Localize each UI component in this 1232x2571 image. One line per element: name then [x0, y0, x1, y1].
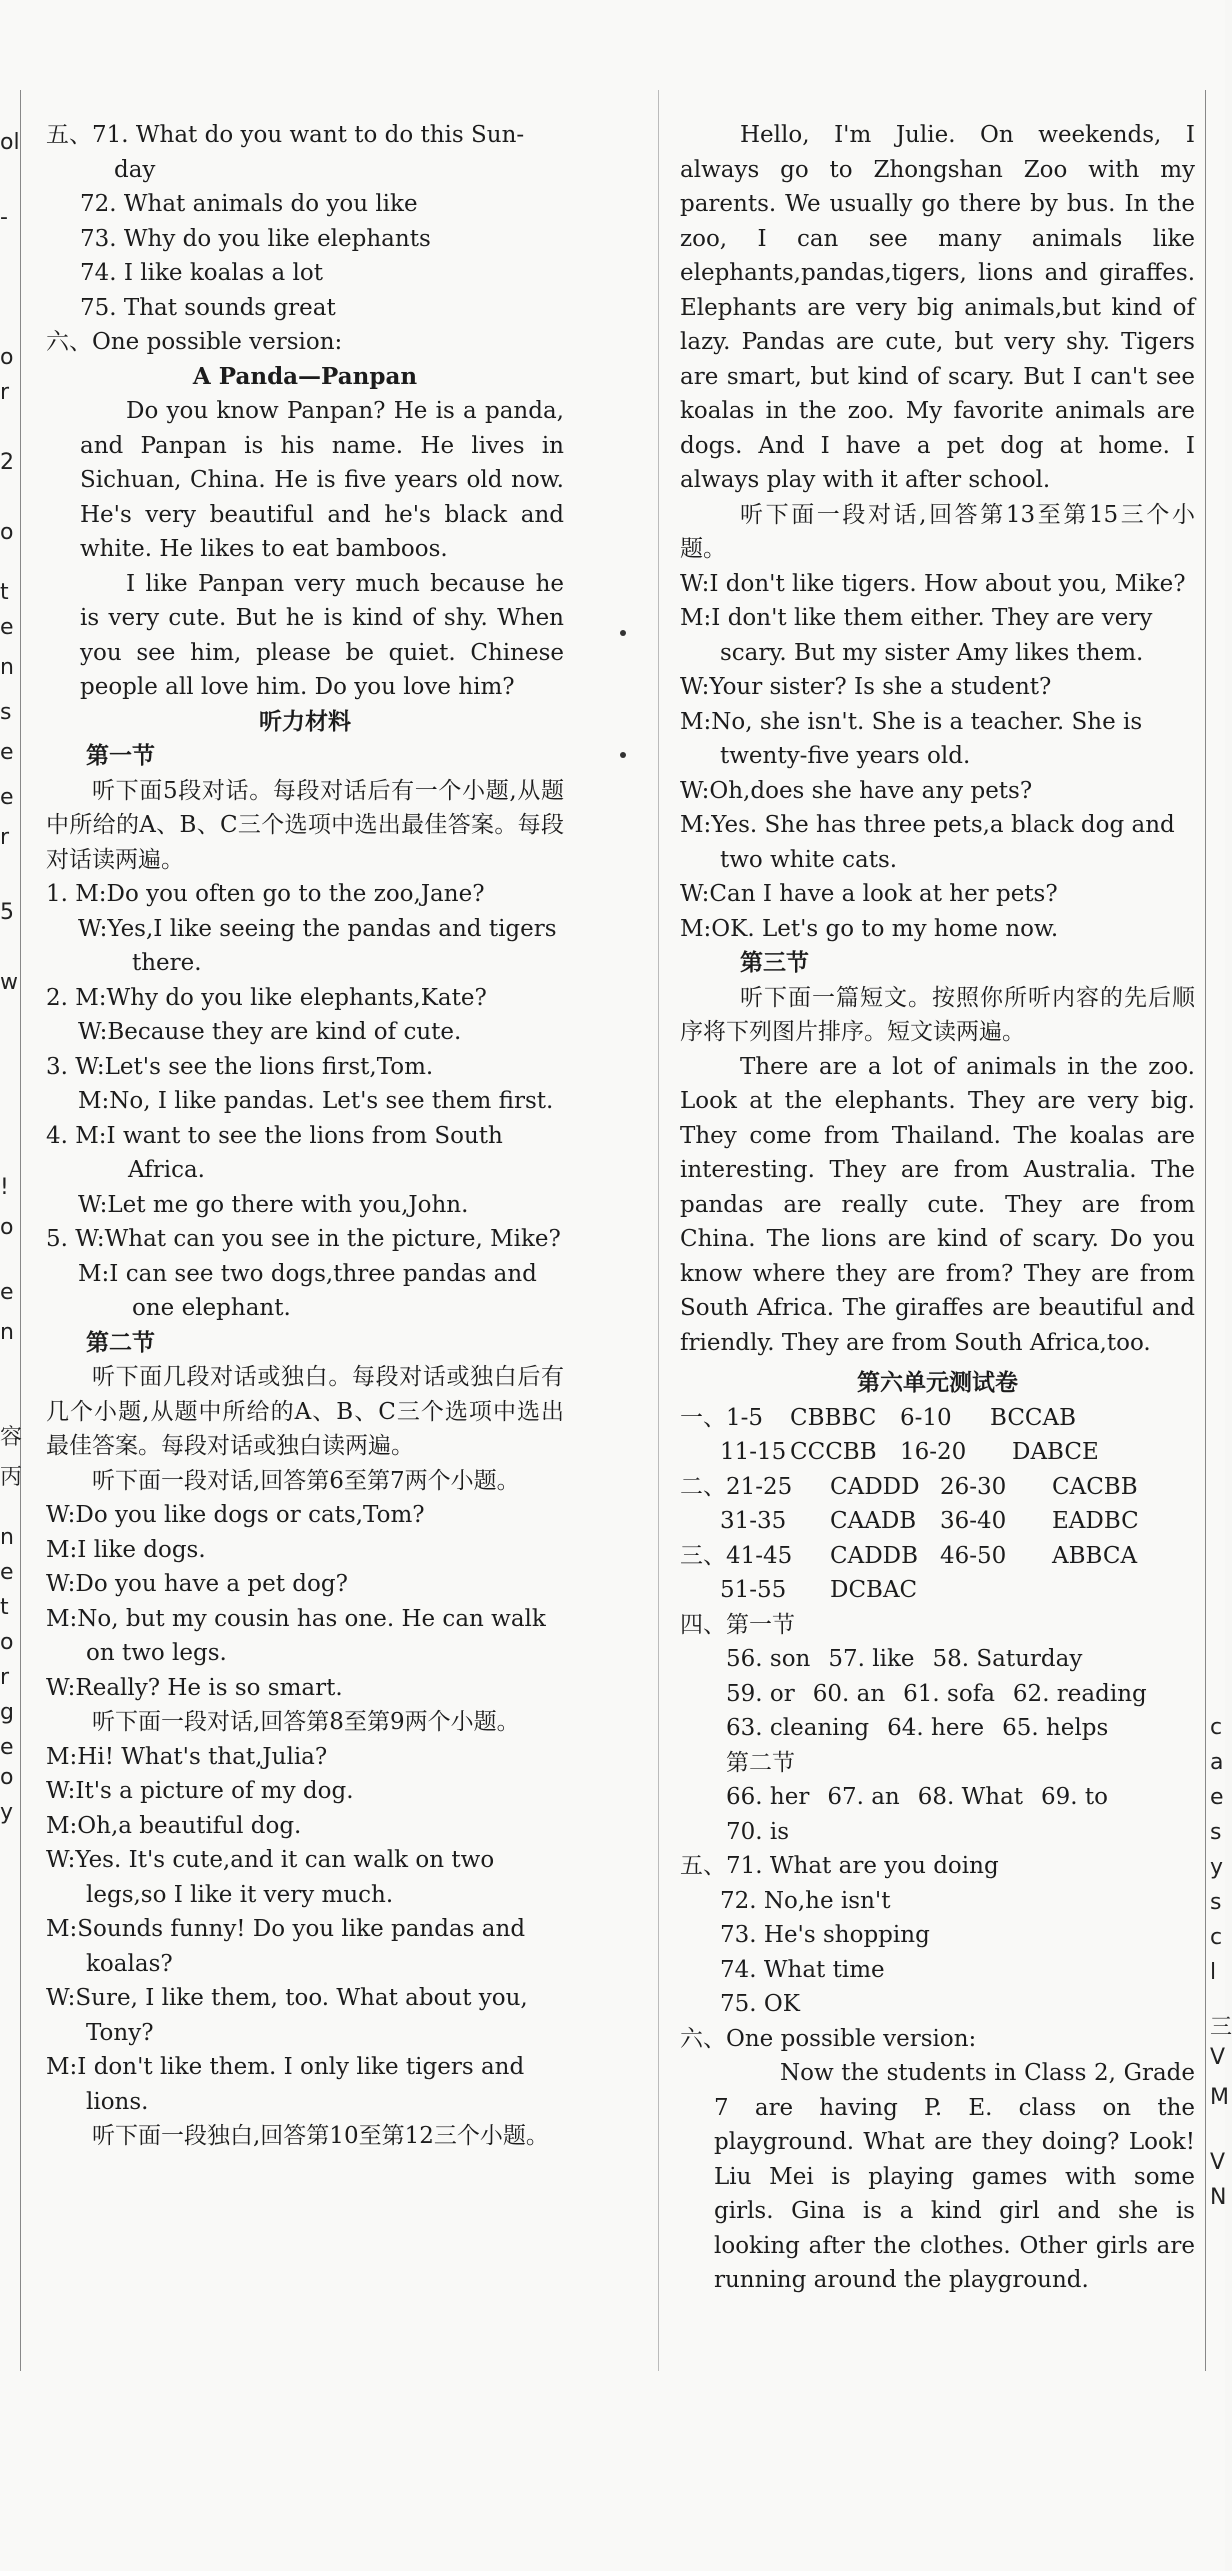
essay-paragraph: Now the students in Class 2, Grade 7 are having P. E. class on the playground. What are they doing? Look! Liu Mei is playing games with some girls. Gina is a kind girl and she is looking after the clothes. Other girls are running around the playground.	[714, 2060, 1195, 2293]
q6-label: 六、One possible version:	[46, 329, 343, 355]
question-intro: 听下面一段对话,回答第6至第7两个小题。	[92, 1467, 520, 1494]
q5-line: 73. Why do you like elephants	[80, 225, 431, 252]
edge-fragment: 2	[0, 450, 14, 475]
dialog-line: M:Oh,a beautiful dog.	[46, 1812, 302, 1839]
edge-fragment: s	[1210, 1890, 1222, 1915]
edge-fragment: e	[0, 785, 14, 810]
dialog-line: W:Oh,does she have any pets?	[680, 777, 1033, 804]
dialog-line: 2. M:Why do you like elephants,Kate?	[46, 984, 487, 1011]
monologue-text: Hello, I'm Julie. On weekends, I always go to Zhongshan Zoo with my parents. We usually go there by bus. In the zoo, I can see many animals like elephants,pandas,tigers, lions and giraffes. Elephants are very big animals,but kind of lazy. Pandas are cute, but very shy. Tigers are smart, but kind of scary. But I can't see koalas in the zoo. My favorite animals are dogs. And I have a pet dog at home. I always play with it after school.	[680, 122, 1195, 493]
section-intro: 听下面5段对话。每段对话后有一个小题,从题中所给的A、B、C三个选项中选出最佳答案。每段对话读两遍。	[46, 777, 564, 873]
edge-fragment: s	[1210, 1820, 1222, 1845]
dialog-line: M:Yes. She has three pets,a black dog and two white cats.	[680, 812, 1175, 873]
fill-row: 66. her 67. an 68. What 69. to	[726, 1784, 1109, 1810]
section-title: 第三节	[740, 949, 809, 976]
edge-fragment: e	[0, 1560, 14, 1585]
edge-fragment: g	[0, 1700, 14, 1725]
edge-fragment: !	[0, 1175, 9, 1200]
dialog-line: 1. M:Do you often go to the zoo,Jane?	[46, 881, 485, 907]
q5-line: 五、71. What do you want to do this Sun-	[46, 122, 525, 148]
edge-fragment: -	[0, 205, 8, 230]
answer-row: 一、1-5 CBBBC 6-10 BCCAB	[680, 1404, 1077, 1431]
fill-row: 59. or 60. an 61. sofa 62. reading	[726, 1680, 1147, 1707]
essay	[680, 2056, 1195, 2298]
edge-fragment: o	[0, 520, 14, 545]
dialog-line: 3. W:Let's see the lions first,Tom.	[46, 1053, 434, 1080]
right-column	[680, 118, 1195, 2298]
unit-title: 第六单元测试卷	[857, 1369, 1018, 1396]
column-divider	[658, 90, 659, 2371]
q5-line: 75. That sounds great	[80, 294, 336, 321]
edge-fragment: r	[0, 1665, 10, 1690]
edge-fragment: e	[0, 740, 14, 765]
edge-fragment: c	[1210, 1715, 1223, 1740]
dialog-line: W:Your sister? Is she a student?	[680, 674, 1052, 700]
edge-fragment: r	[0, 380, 10, 405]
edge-fragment: N	[1210, 2185, 1227, 2210]
edge-fragment: c	[1210, 1925, 1223, 1950]
essay-paragraph: Do you know Panpan? He is a panda, and Panpan is his name. He lives in Sichuan, China. He is five years old now. He's very beautiful and he's black and white. He likes to eat bamboos.	[80, 398, 564, 562]
answer-row: 二、21-25 CADDD 26-30 CACBB	[680, 1473, 1138, 1500]
edge-fragment: y	[1210, 1855, 1224, 1880]
edge-fragment: o	[0, 1765, 14, 1790]
q6-label: 六、One possible version:	[680, 2025, 977, 2052]
dialog-line: W:Do you have a pet dog?	[46, 1571, 348, 1597]
question-intro: 听下面一段对话,回答第13至第15三个小题。	[680, 501, 1195, 562]
dialog-line: W:Yes. It's cute,and it can walk on two legs,so I like it very much.	[46, 1847, 495, 1908]
q5-line: 72. No,he isn't	[720, 1887, 891, 1914]
dialog-line: W:Let me go there with you,John.	[78, 1191, 469, 1218]
edge-fragment: 丙	[0, 1465, 23, 1490]
dialog-line: 5. W:What can you see in the picture, Mike?	[46, 1226, 561, 1252]
answer-row: 三、41-45 CADDB 46-50 ABBCA	[680, 1542, 1138, 1569]
question-intro: 听下面一段对话,回答第8至第9两个小题。	[92, 1709, 520, 1735]
fill-row: 56. son 57. like 58. Saturday	[726, 1646, 1083, 1672]
dialog-line: M:I can see two dogs,three pandas and one elephant.	[78, 1260, 537, 1321]
essay-paragraph: I like Panpan very much because he is very cute. But he is kind of shy. When you see him, please be quiet. Chinese people all love him. Do you love him?	[80, 570, 564, 700]
scan-dot	[620, 630, 626, 636]
edge-fragment: n	[0, 1320, 14, 1345]
answer-row: 51-55 DCBAC	[720, 1577, 918, 1603]
scan-dot	[620, 752, 626, 758]
section-intro: 听下面几段对话或独白。每段对话或独白后有几个小题,从题中所给的A、B、C三个选项中选出最佳答案。每段对话或独白读两遍。	[46, 1364, 564, 1459]
passage-text: There are a lot of animals in the zoo. Look at the elephants. They are very big. They come from Thailand. The koalas are interesting. They are from Australia. The pandas are really cute. They are from China. The lions are kind of scary. Do you know where they are from? They are from South Africa. The giraffes are beautiful and friendly. They are from South Africa,too.	[680, 1053, 1195, 1356]
dialog-line: W:Because they are kind of cute.	[78, 1019, 462, 1045]
dialog-line: W:Really? He is so smart.	[46, 1674, 343, 1701]
part4-section2: 第二节	[726, 1749, 795, 1776]
essay-title: A Panda—Panpan	[192, 362, 418, 390]
edge-fragment: e	[1210, 1785, 1224, 1810]
listening-title: 听力材料	[259, 707, 351, 735]
section-intro: 听下面一篇短文。按照你所听内容的先后顺序将下列图片排序。短文读两遍。	[680, 984, 1195, 1045]
edge-fragment: 三	[1210, 2015, 1232, 2040]
q5-line: day	[114, 156, 156, 183]
edge-fragment: e	[0, 615, 14, 640]
left-column	[46, 118, 564, 2154]
dialog-line: M:No, but my cousin has one. He can walk on two legs.	[46, 1605, 546, 1666]
edge-fragment: t	[0, 580, 9, 605]
section-title: 第二节	[86, 1328, 155, 1356]
question-intro: 听下面一段独白,回答第10至第12三个小题。	[92, 2123, 549, 2149]
edge-fragment: s	[0, 700, 12, 725]
dialog-line: 4. M:I want to see the lions from South Africa.	[46, 1122, 503, 1183]
dialog-line: W:Can I have a look at her pets?	[680, 881, 1058, 907]
edge-fragment: l	[1210, 1960, 1217, 1985]
edge-fragment: y	[0, 1800, 14, 1825]
answer-key	[680, 1401, 1195, 1608]
left-margin-line	[20, 90, 21, 2371]
answer-row: 31-35 CAADB 36-40 EADBC	[720, 1508, 1139, 1534]
fill-row: 63. cleaning 64. here 65. helps	[726, 1715, 1109, 1741]
edge-fragment: n	[0, 655, 14, 680]
fill-row: 70. is	[726, 1818, 790, 1845]
edge-fragment: n	[0, 1525, 14, 1550]
dialog-line: M:Hi! What's that,Julia?	[46, 1743, 328, 1770]
edge-fragment: V	[1210, 2045, 1226, 2070]
dialog-line: M:I don't like them either. They are very scary. But my sister Amy likes them.	[680, 605, 1153, 666]
edge-fragment: 容	[0, 1425, 23, 1450]
edge-fragment: o	[0, 1215, 14, 1240]
edge-fragment: r	[0, 825, 10, 850]
q5-line: 五、71. What are you doing	[680, 1853, 999, 1879]
dialog-line: M:I don't like them. I only like tigers and lions.	[46, 2054, 525, 2115]
right-margin-line	[1205, 90, 1206, 2371]
edge-fragment: V	[1210, 2150, 1226, 2175]
dialog-line: W:Yes,I like seeing the pandas and tigers there.	[78, 915, 557, 976]
q5-line: 73. He's shopping	[720, 1922, 930, 1948]
edge-fragment: o	[0, 345, 14, 370]
edge-fragment: ol	[0, 130, 20, 155]
q5-line: 75. OK	[720, 1991, 800, 2017]
q5-line: 74. What time	[720, 1956, 885, 1983]
dialog-line: M:I like dogs.	[46, 1536, 206, 1563]
edge-fragment: t	[0, 1595, 9, 1620]
edge-fragment: o	[0, 1630, 14, 1655]
edge-fragment: a	[1210, 1750, 1224, 1775]
dialog-line: M:No, she isn't. She is a teacher. She is twenty-five years old.	[680, 708, 1143, 769]
dialog-line: W:Sure, I like them, too. What about you, Tony?	[46, 1985, 528, 2046]
edge-fragment: 5	[0, 900, 14, 925]
q5-line: 74. I like koalas a lot	[80, 260, 324, 286]
dialog-line: W:I don't like tigers. How about you, Mike?	[680, 570, 1186, 597]
q5-line: 72. What animals do you like	[80, 191, 418, 217]
edge-fragment: M	[1210, 2085, 1229, 2110]
dialog-line: W:It's a picture of my dog.	[46, 1778, 354, 1804]
dialog-line: M:Sounds funny! Do you like pandas and koalas?	[46, 1916, 526, 1977]
edge-fragment: e	[0, 1735, 14, 1760]
edge-fragment: w	[0, 970, 18, 995]
dialog-line: M:No, I like pandas. Let's see them first.	[78, 1088, 554, 1114]
answer-row: 11-15 CCCBB 16-20 DABCE	[720, 1439, 1099, 1465]
dialog-line: M:OK. Let's go to my home now.	[680, 915, 1059, 942]
edge-fragment: e	[0, 1280, 14, 1305]
section-title: 第一节	[86, 742, 155, 769]
part4-title: 四、第一节	[680, 1611, 795, 1638]
dialog-line: W:Do you like dogs or cats,Tom?	[46, 1502, 425, 1528]
